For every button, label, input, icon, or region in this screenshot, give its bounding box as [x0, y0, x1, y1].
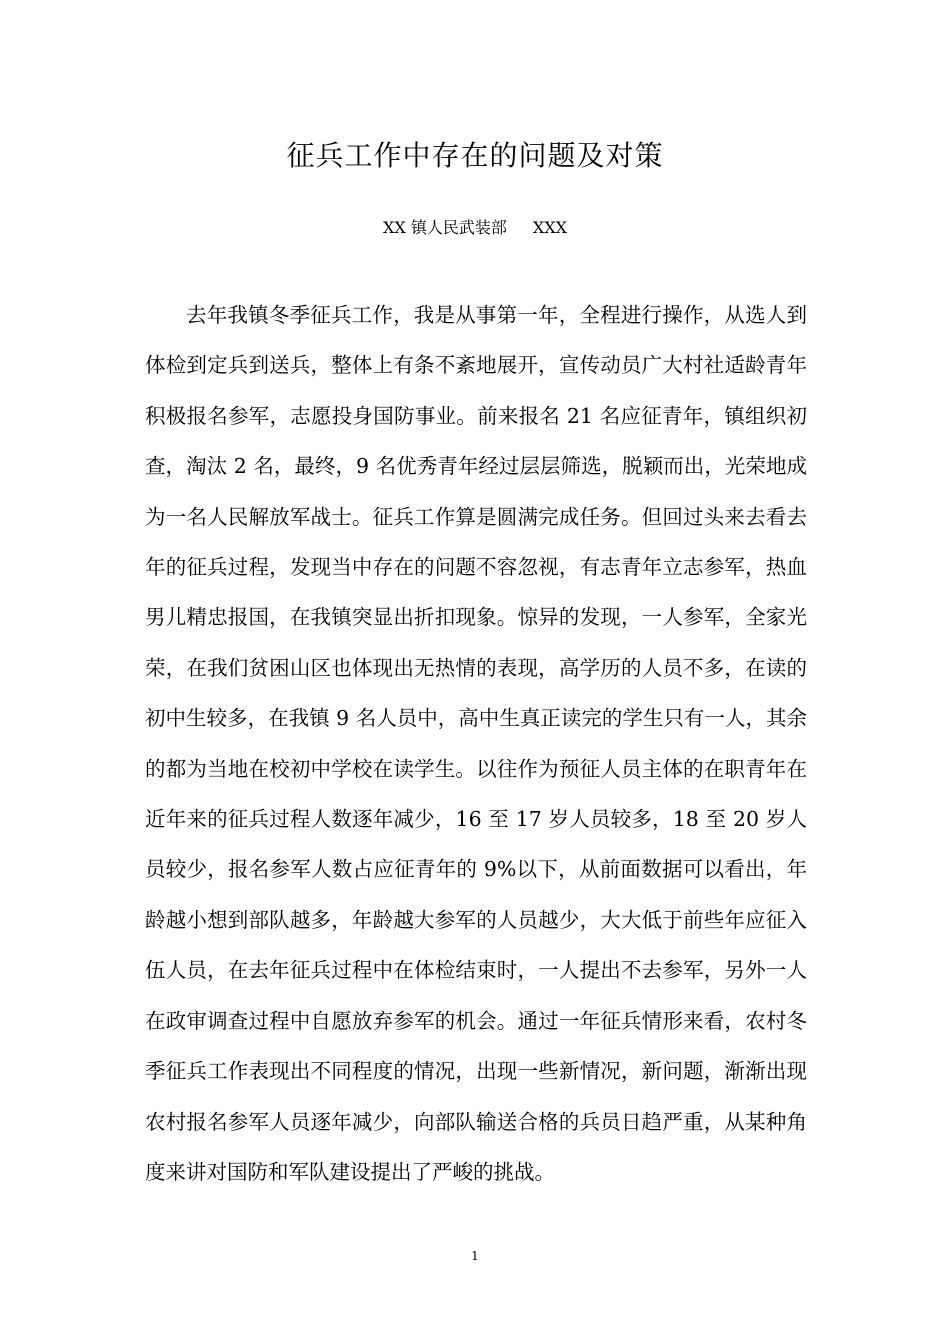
page-number: 1	[471, 1249, 479, 1263]
document-title: 征兵工作中存在的问题及对策	[286, 139, 664, 172]
body-paragraph: 去年我镇冬季征兵工作，我是从事第一年，全程进行操作，从选人到体检到定兵到送兵，整体上有条不紊地展开，宣传动员广大村社适龄青年积极报名参军，志愿投身国防事业。前来报名 21 名应征青年，镇组织初查，淘汰 2 名，最终，9 名优秀青年经过层层筛选，脱颖而出，光荣地成为一名人民解放军战士。征兵工作算是圆满完成任务。但回过头来去看去年的征兵过程，发现当中存在的问题不容忽视，有志青年立志参军，热血男儿精忠报国，在我镇突显出折扣现象。惊异的发现，一人参军，全家光荣，在我们贫困山区也体现出无热情的表现，高学历的人员不多，在读的初中生较多，在我镇 9 名人员中，高中生真正读完的学生只有一人，其余的都为当地在校初中学校在读学生。以往作为预征人员主体的在职青年在近年来的征兵过程人数逐年减少，16 至 17 岁人员较多，18 至 20 岁人员较少，报名参军人数占应征青年的 9%以下，从前面数据可以看出，年龄越小想到部队越多，年龄越大参军的人员越少，大大低于前些年应征入伍人员，在去年征兵过程中在体检结束时，一人提出不去参军，另外一人在政审调查过程中自愿放弃参军的机会。通过一年征兵情形来看，农村冬季征兵工作表现出不同程度的情况，出现一些新情况，新问题，渐渐出现农村报名参军人员逐年减少，向部队输送合格的兵员日趋严重，从某种角度来讲对国防和军队建设提出了严峻的挑战。	[145, 303, 807, 1184]
byline-organization: XX 镇人民武装部	[382, 218, 507, 237]
byline	[0, 216, 950, 240]
byline-author: XXX	[532, 218, 568, 237]
